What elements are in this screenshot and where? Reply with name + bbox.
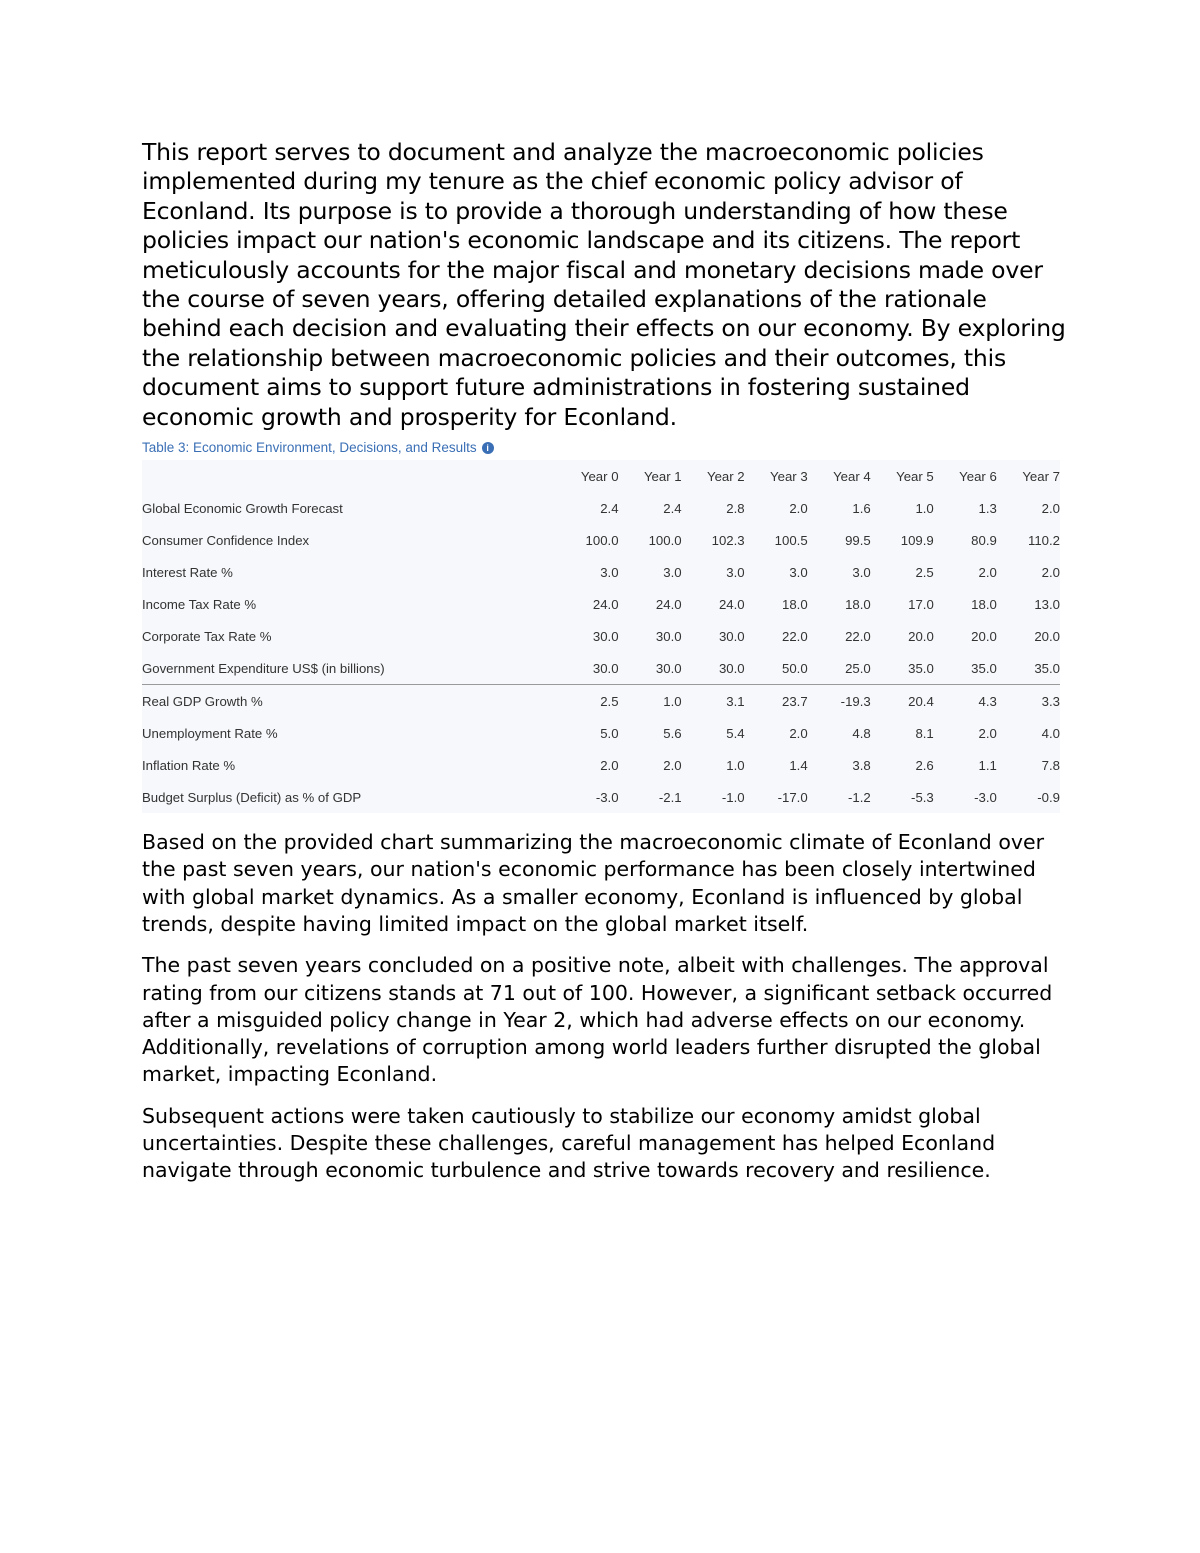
- table-cell: -0.9: [1037, 789, 1060, 805]
- table-cell: 35.0: [908, 660, 934, 676]
- table-cell: 1.3: [978, 500, 997, 516]
- table-cell: 1.0: [619, 685, 682, 718]
- table-cell: -17.0: [777, 789, 808, 805]
- table-cell: 3.0: [663, 564, 682, 580]
- data-table-wrapper: [142, 460, 1060, 813]
- header-blank-cell: [142, 460, 556, 492]
- table-cell: -1.2: [848, 789, 871, 805]
- table-cell: 2.0: [978, 725, 997, 741]
- table-cell: 1.1: [978, 757, 997, 773]
- document-page: [142, 138, 1072, 1185]
- table-cell: 5.0: [600, 725, 619, 741]
- table-cell: 20.0: [1034, 628, 1060, 644]
- table-cell: 100.5: [774, 532, 808, 548]
- table-cell: 1.0: [915, 500, 934, 516]
- table-row: [142, 717, 1060, 749]
- intro-paragraph: This report serves to document and analyze the macroeconomic policies implemented during my tenure as the chief economic policy advisor of Econland. Its purpose is to provide a thorough understanding of how these policies impact our nation's economic landscape and its citizens. The report meticulously accounts for the major fiscal and monetary decisions made over the course of seven years, offering detailed explanations of the rationale behind each decision and evaluating their effects on our economy. By exploring the relationship between macroeconomic policies and their outcomes, this document aims to support future administrations in fostering sustained economic growth and prosperity for Econland.: [142, 138, 1066, 431]
- table-body: [142, 492, 1060, 813]
- table-cell: 2.0: [600, 757, 619, 773]
- analysis-paragraph-3: Subsequent actions were taken cautiously to stabilize our economy amidst global uncertainties. Despite these challenges, careful management has helped Econland navigate through economic turbulence and strive towards recovery and resilience.: [142, 1103, 996, 1183]
- row-label: Government Expenditure US$ (in billions): [142, 660, 385, 676]
- analysis-paragraph-2: The past seven years concluded on a positive note, albeit with challenges. The approval rating from our citizens stands at 71 out of 100. However, a significant setback occurred after a misguided policy change in Year 2, which had adverse effects on our economy. Additionally, revelations of corruption among world leaders further disrupted the global market, impacting Econland.: [142, 953, 1053, 1087]
- table-cell: 3.8: [852, 757, 871, 773]
- table-cell: 30.0: [592, 660, 619, 676]
- row-label: Global Economic Growth Forecast: [142, 500, 343, 516]
- row-label: Consumer Confidence Index: [142, 532, 310, 548]
- table-cell: 2.0: [1041, 564, 1060, 580]
- table-cell: 7.8: [1041, 757, 1060, 773]
- table-cell: 1.0: [726, 757, 745, 773]
- table-header-row: [142, 460, 1060, 492]
- table-row: [142, 685, 1060, 718]
- table-cell: 17.0: [908, 596, 934, 612]
- table-cell: 30.0: [718, 660, 745, 676]
- table-cell: 2.0: [663, 757, 682, 773]
- table-cell: 2.5: [915, 564, 934, 580]
- column-header: Year 1: [643, 468, 682, 484]
- table-caption-text: Table 3: Economic Environment, Decisions, and Results: [142, 440, 477, 456]
- table-cell: -2.1: [658, 789, 682, 805]
- column-header: Year 6: [959, 468, 997, 484]
- table-cell: 100.0: [648, 532, 682, 548]
- table-row: [142, 781, 1060, 813]
- column-header: Year 0: [580, 468, 619, 484]
- table-cell: 50.0: [782, 660, 808, 676]
- table-cell: 18.0: [782, 596, 808, 612]
- row-label: Corporate Tax Rate %: [142, 628, 272, 644]
- table-cell: 18.0: [971, 596, 997, 612]
- table-cell: 2.0: [789, 500, 808, 516]
- table-cell: 35.0: [971, 660, 997, 676]
- table-cell: 2.0: [978, 564, 997, 580]
- table-cell: 24.0: [655, 596, 682, 612]
- table-cell: 5.4: [726, 725, 745, 741]
- table-cell: 35.0: [1034, 660, 1060, 676]
- economic-results-table: [142, 460, 1060, 813]
- table-cell: 18.0: [845, 596, 871, 612]
- table-cell: -5.3: [911, 789, 934, 805]
- table-row: [142, 620, 1060, 652]
- table-cell: 4.3: [934, 685, 997, 718]
- column-header: Year 2: [706, 468, 745, 484]
- table-row: [142, 524, 1060, 556]
- table-cell: 30.0: [718, 628, 745, 644]
- table-cell: 24.0: [592, 596, 619, 612]
- table-row: [142, 588, 1060, 620]
- row-label: Unemployment Rate %: [142, 725, 278, 741]
- row-label: Budget Surplus (Deficit) as % of GDP: [142, 789, 362, 805]
- table-cell: 24.0: [718, 596, 745, 612]
- table-cell: 102.3: [711, 532, 745, 548]
- table-cell: 99.5: [845, 532, 871, 548]
- row-label: Inflation Rate %: [142, 757, 236, 773]
- table-cell: 4.0: [1041, 725, 1060, 741]
- table-cell: -1.0: [721, 789, 745, 805]
- table-cell: 30.0: [655, 628, 682, 644]
- table-figure: [142, 438, 1060, 813]
- table-cell: -3.0: [595, 789, 619, 805]
- table-cell: 100.0: [585, 532, 619, 548]
- row-label: Real GDP Growth %: [142, 685, 556, 718]
- table-cell: 2.0: [789, 725, 808, 741]
- table-cell: 20.4: [871, 685, 934, 718]
- table-cell: 20.0: [908, 628, 934, 644]
- table-cell: -19.3: [808, 685, 871, 718]
- table-row: [142, 652, 1060, 685]
- table-cell: 3.3: [997, 685, 1060, 718]
- table-cell: 4.8: [852, 725, 871, 741]
- info-icon: i: [482, 442, 494, 454]
- table-caption: [142, 438, 1060, 458]
- table-cell: 20.0: [971, 628, 997, 644]
- table-cell: 3.0: [789, 564, 808, 580]
- table-cell: 23.7: [745, 685, 808, 718]
- table-cell: 2.0: [1041, 500, 1060, 516]
- table-cell: 1.6: [852, 500, 871, 516]
- column-header: Year 4: [833, 468, 871, 484]
- table-row: [142, 492, 1060, 524]
- table-cell: 22.0: [782, 628, 808, 644]
- table-cell: 2.5: [556, 685, 619, 718]
- table-cell: 3.0: [726, 564, 745, 580]
- table-cell: 2.4: [600, 500, 619, 516]
- table-cell: 3.0: [600, 564, 619, 580]
- table-row: [142, 749, 1060, 781]
- column-header: Year 7: [1022, 468, 1060, 484]
- table-cell: 8.1: [915, 725, 934, 741]
- table-cell: 110.2: [1027, 532, 1060, 548]
- table-cell: 3.0: [852, 564, 871, 580]
- column-header: Year 5: [896, 468, 934, 484]
- row-label: Interest Rate %: [142, 564, 233, 580]
- table-cell: 5.6: [663, 725, 682, 741]
- table-cell: 3.1: [682, 685, 745, 718]
- table-cell: 2.6: [915, 757, 934, 773]
- column-header: Year 3: [770, 468, 808, 484]
- table-cell: 30.0: [655, 660, 682, 676]
- table-cell: 25.0: [845, 660, 871, 676]
- table-cell: -3.0: [974, 789, 997, 805]
- table-cell: 2.8: [726, 500, 745, 516]
- table-cell: 22.0: [845, 628, 871, 644]
- table-cell: 13.0: [1034, 596, 1060, 612]
- table-cell: 2.4: [663, 500, 682, 516]
- table-cell: 80.9: [971, 532, 997, 548]
- table-cell: 109.9: [900, 532, 934, 548]
- table-row: [142, 556, 1060, 588]
- analysis-paragraph-1: Based on the provided chart summarizing the macroeconomic climate of Econland over the past seven years, our nation's economic performance has been closely intertwined with global market dynamics. As a smaller economy, Econland is influenced by global trends, despite having limited impact on the global market itself.: [142, 830, 1045, 936]
- table-cell: 30.0: [592, 628, 619, 644]
- row-label: Income Tax Rate %: [142, 596, 257, 612]
- table-cell: 1.4: [789, 757, 808, 773]
